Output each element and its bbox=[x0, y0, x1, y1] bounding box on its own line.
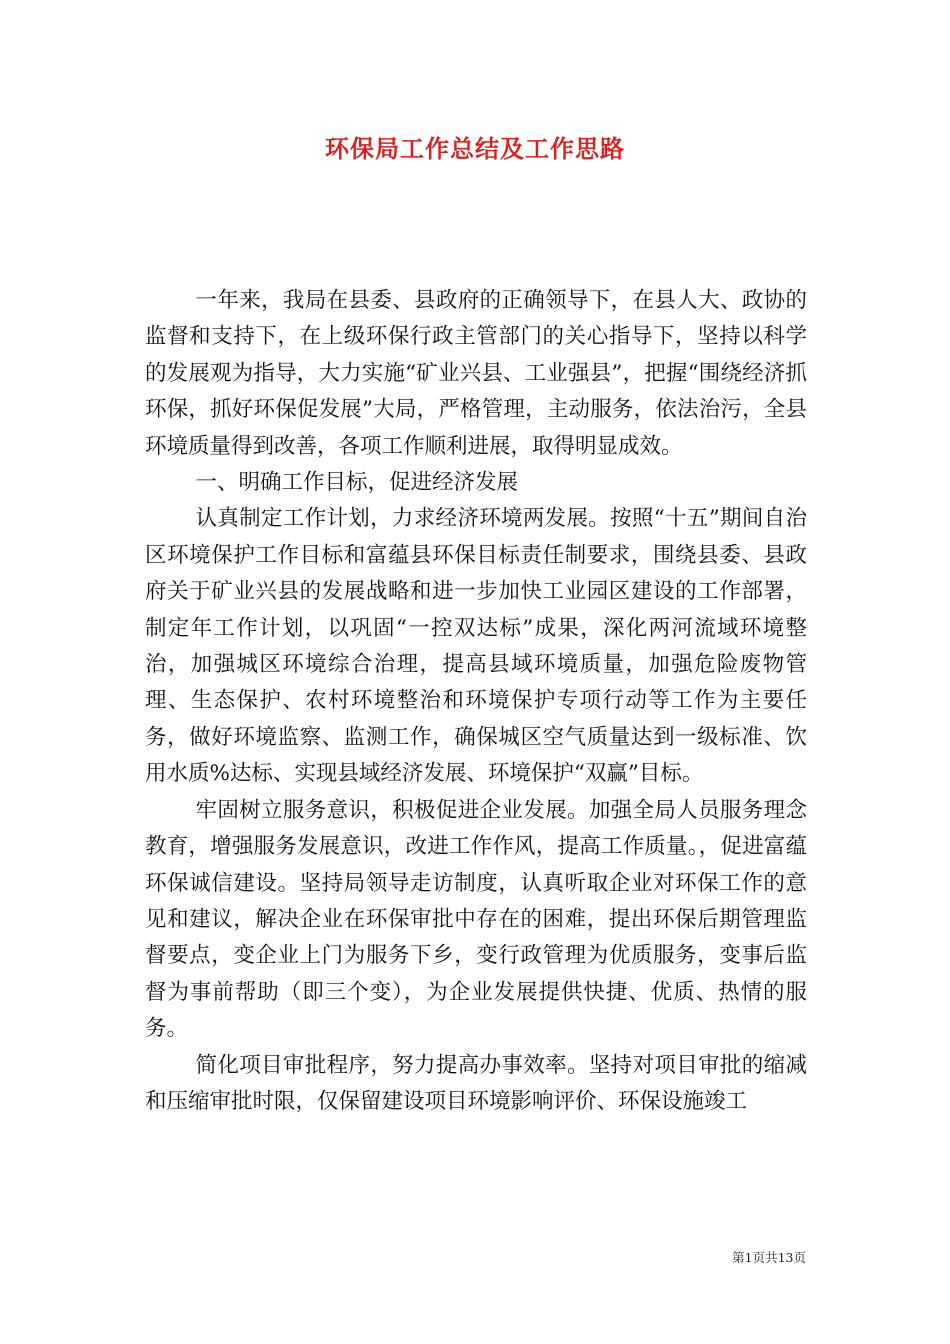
paragraph-intro: 一年来，我局在县委、县政府的正确领导下，在县人大、政协的监督和支持下，在上级环保行政主管部门的关心指导下，坚持以科学的发展观为指导，大力实施“矿业兴县、工业强县”，把握“围绕经济抓环保，抓好环保促发展”大局，严格管理，主动服务，依法治污，全县环境质量得到改善，各项工作顺利进展，取得明显成效。 bbox=[145, 288, 807, 459]
page-number: 第1页共13页 bbox=[732, 1250, 806, 1265]
paragraph-service: 牢固树立服务意识，积极促进企业发展。加强全局人员服务理念教育，增强服务发展意识，改进工作作风，提高工作质量。，促进富蕴环保诚信建设。坚持局领导走访制度，认真听取企业对环保工作的意见和建议，解决企业在环保审批中存在的困难，提出环保后期管理监督要点，变企业上门为服务下乡，变行政管理为优质服务，变事后监督为事前帮助（即三个变），为企业发展提供快捷、优质、热情的服务。 bbox=[145, 797, 807, 1042]
paragraph-work-plan: 认真制定工作计划，力求经济环境两发展。按照“十五”期间自治区环境保护工作目标和富蕴县环保目标责任制要求，围绕县委、县政府关于矿业兴县的发展战略和进一步加快工业园区建设的工作部署，制定年工作计划，以巩固“一控双达标”成果，深化两河流域环境整治，加强城区环境综合治理，提高县域环境质量，加强危险废物管理、生态保护、农村环境整治和环境保护专项行动等工作为主要任务，做好环境监察、监测工作，确保城区空气质量达到一级标准、饮用水质%达标、实现县域经济发展、环境保护“双赢”目标。 bbox=[145, 506, 807, 787]
document-body bbox=[145, 283, 807, 1120]
paragraph-approval: 简化项目审批程序，努力提高办事效率。坚持对项目审批的缩减和压缩审批时限，仅保留建设项目环境影响评价、环保设施竣工 bbox=[145, 1052, 807, 1114]
document-title: 环保局工作总结及工作思路 bbox=[325, 134, 625, 163]
section-heading: 一、明确工作目标，促进经济发展 bbox=[195, 470, 519, 496]
